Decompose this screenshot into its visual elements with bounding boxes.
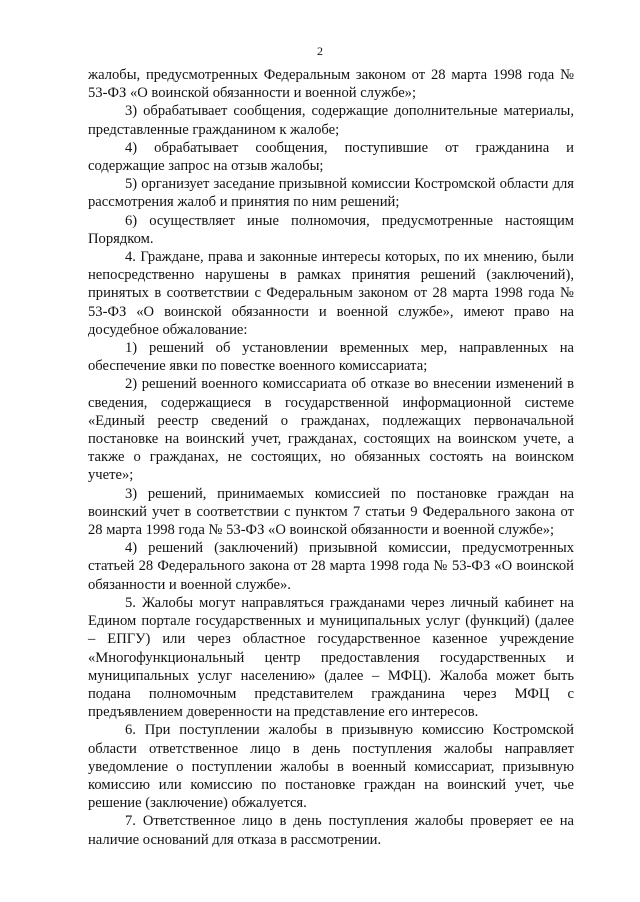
paragraph-section-5: 5. Жалобы могут направляться гражданами через личный кабинет на Едином портале государственных и муниципальных услуг (функций) (далее – ЕПГУ) или через областное государственное казенное учреждение «Многофункциональный центр предоставления государственных и муниципальных услуг населению» (далее – МФЦ). Жалоба может быть подана полномочным представителем гражданина через МФЦ с предъявлением доверенности на представление его интересов. bbox=[88, 594, 574, 721]
paragraph-item-6: 6) осуществляет иные полномочия, предусмотренные настоящим Порядком. bbox=[88, 212, 574, 247]
paragraph-section-4-item-1: 1) решений об установлении временных мер, направленных на обеспечение явки по повестке военного комиссариата; bbox=[88, 340, 574, 375]
paragraph-section-4-item-3: 3) решений, принимаемых комиссией по постановке граждан на воинский учет в соответствии с пунктом 7 статьи 9 Федерального закона от 28 марта 1998 года № 53-ФЗ «О воинской обязанности и военной службе»; bbox=[88, 485, 574, 539]
paragraph-section-4: 4. Граждане, права и законные интересы которых, по их мнению, были непосредственно нарушены в рамках принятия решений (заключений), принятых в соответствии с Федеральным законом от 28 марта 1998 года № 53-ФЗ «О воинской обязанности и военной службе», имеют право на досудебное обжалование: bbox=[88, 249, 574, 338]
paragraph-item-5: 5) организует заседание призывной комиссии Костромской области для рассмотрения жалоб и принятия по ним решений; bbox=[88, 176, 574, 211]
paragraph-continuation: жалобы, предусмотренных Федеральным законом от 28 марта 1998 года № 53-ФЗ «О воинской обязанности и военной службе»; bbox=[88, 67, 574, 102]
paragraph-section-4-item-4: 4) решений (заключений) призывной комиссии, предусмотренных статьей 28 Федерального закона от 28 марта 1998 года № 53-ФЗ «О воинской обязанности и военной службе». bbox=[88, 540, 574, 593]
document-body bbox=[88, 66, 574, 849]
paragraph-section-7: 7. Ответственное лицо в день поступления жалобы проверяет ее на наличие оснований для отказа в рассмотрении. bbox=[88, 813, 574, 848]
paragraph-section-6: 6. При поступлении жалобы в призывную комиссию Костромской области ответственное лицо в день поступления жалобы направляет уведомление о поступлении жалобы в военный комиссариат, призывную комиссию или комиссию по постановке граждан на воинский учет, чье решение (заключение) обжалуется. bbox=[88, 722, 574, 812]
paragraph-item-3: 3) обрабатывает сообщения, содержащие дополнительные материалы, представленные гражданином к жалобе; bbox=[88, 103, 574, 138]
paragraph-item-4: 4) обрабатывает сообщения, поступившие от гражданина и содержащие запрос на отзыв жалобы; bbox=[88, 139, 574, 175]
paragraph-section-4-item-2: 2) решений военного комиссариата об отказе во внесении изменений в сведения, содержащиеся в государственной информационной системе «Единый реестр сведений о гражданах, подлежащих первоначальной постановке на воинский учет, гражданах, состоящих на воинском учете, а также о гражданах, не состоящих, но обязанных состоять на воинском учете»; bbox=[88, 376, 574, 484]
page-number: 2 bbox=[317, 44, 323, 58]
